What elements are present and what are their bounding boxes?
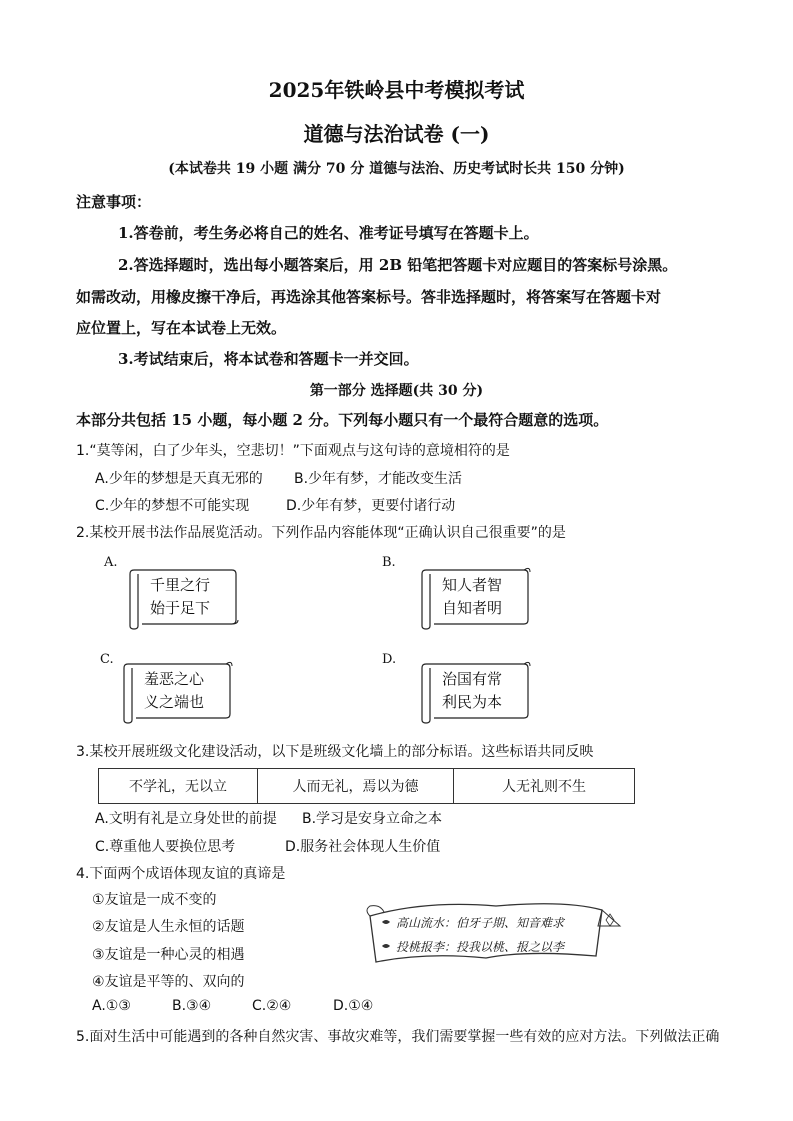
q2-scroll-c-line-2: 义之端也 (144, 693, 205, 711)
q1-stem: 1.“莫等闲，白了少年头，空悲切！”下面观点与这句诗的意境相符的是 (76, 443, 510, 459)
q2-scroll-b-line-2: 自知者明 (442, 599, 503, 617)
q2-scroll-d-label[interactable]: D. (382, 652, 397, 667)
q2-scroll-a-line-2: 始于足下 (150, 599, 211, 617)
q4-option-b[interactable]: B.③④ (172, 998, 212, 1014)
q2-stem: 2.某校开展书法作品展览活动。下列作品内容能体现“正确认识自己很重要”的是 (76, 525, 566, 541)
q1-option-c[interactable]: C.少年的梦想不可能实现 (95, 498, 250, 514)
q2-scroll-a-label[interactable]: A. (104, 555, 118, 570)
q4-option-c[interactable]: C.②④ (252, 998, 292, 1014)
q2-scroll-a-line-1: 千里之行 (150, 576, 211, 594)
notice-item-2-line-1: 2.答选择题时，选出每小题答案后，用 2B 铅笔把答题卡对应题目的答案标号涂黑。 (118, 256, 678, 274)
banner-line-1: 高山流水：伯牙子期、知音难求 (396, 916, 565, 930)
q2-scroll-c-label[interactable]: C. (100, 652, 114, 667)
q4-stem: 4.下面两个成语体现友谊的真谛是 (76, 866, 286, 882)
q4-statement-2: ②友谊是人生永恒的话题 (92, 919, 245, 935)
exam-note: (本试卷共 19 小题 满分 70 分 道德与法治、历史考试时长共 150 分钟) (168, 161, 625, 177)
notice-item-2-line-2: 如需改动，用橡皮擦干净后，再选涂其他答案标号。答非选择题时，将答案写在答题卡对 (76, 288, 662, 306)
slogan-2: 人而无礼，焉以为德 (258, 769, 454, 804)
q1-option-d[interactable]: D.少年有梦，更要付诸行动 (286, 498, 456, 514)
q1-option-a[interactable]: A.少年的梦想是天真无邪的 (95, 471, 263, 487)
q2-scroll-d[interactable] (420, 660, 532, 722)
q3-option-d[interactable]: D.服务社会体现人生价值 (285, 839, 441, 855)
q4-option-a[interactable]: A.①③ (92, 998, 131, 1014)
notice-heading: 注意事项： (76, 193, 152, 211)
q2-scroll-d-line-2: 利民为本 (442, 693, 503, 711)
notice-item-3: 3.考试结束后，将本试卷和答题卡一并交回。 (118, 350, 419, 368)
q4-statement-1: ①友谊是一成不变的 (92, 892, 217, 908)
exam-title: 2025年铁岭县中考模拟考试 (268, 78, 525, 102)
q3-option-a[interactable]: A.文明有礼是立身处世的前提 (95, 811, 277, 827)
exam-subtitle: 道德与法治试卷 (一) (303, 122, 490, 146)
slogan-3: 人无礼则不生 (454, 769, 635, 804)
q2-scroll-b-label[interactable]: B. (382, 555, 396, 570)
notice-item-2-line-3: 应位置上，写在本试卷上无效。 (76, 319, 287, 337)
q5-stem: 5.面对生活中可能遇到的各种自然灾害、事故灾难等，我们需要掌握一些有效的应对方法。下列做法正确 (76, 1029, 720, 1045)
part1-intro: 本部分共包括 15 小题，每小题 2 分。下列每小题只有一个最符合题意的选项。 (76, 411, 609, 429)
q3-option-c[interactable]: C.尊重他人要换位思考 (95, 839, 236, 855)
q2-scroll-a[interactable] (128, 566, 240, 628)
banner-line-2: 投桃报李：投我以桃、报之以李 (396, 940, 565, 954)
q2-scroll-c[interactable] (122, 660, 234, 722)
slogan-table (98, 768, 635, 804)
part1-heading: 第一部分 选择题(共 30 分) (309, 383, 484, 399)
q3-option-b[interactable]: B.学习是安身立命之本 (302, 811, 443, 827)
q1-option-b[interactable]: B.少年有梦，才能改变生活 (294, 471, 463, 487)
q3-stem: 3.某校开展班级文化建设活动，以下是班级文化墙上的部分标语。这些标语共同反映 (76, 744, 594, 760)
q4-statement-4: ④友谊是平等的、双向的 (92, 974, 245, 990)
q2-scroll-d-line-1: 治国有常 (442, 670, 503, 688)
q2-scroll-c-line-1: 羞恶之心 (144, 670, 205, 688)
q2-scroll-b[interactable] (420, 566, 532, 628)
slogan-1: 不学礼，无以立 (99, 769, 258, 804)
idiom-banner (366, 896, 624, 968)
q4-statement-3: ③友谊是一种心灵的相遇 (92, 947, 245, 963)
notice-item-1: 1.答卷前，考生务必将自己的姓名、准考证号填写在答题卡上。 (118, 224, 539, 242)
banner-ribbon-icon (366, 896, 624, 968)
q4-option-d[interactable]: D.①④ (333, 998, 374, 1014)
q2-scroll-b-line-1: 知人者智 (442, 576, 503, 594)
